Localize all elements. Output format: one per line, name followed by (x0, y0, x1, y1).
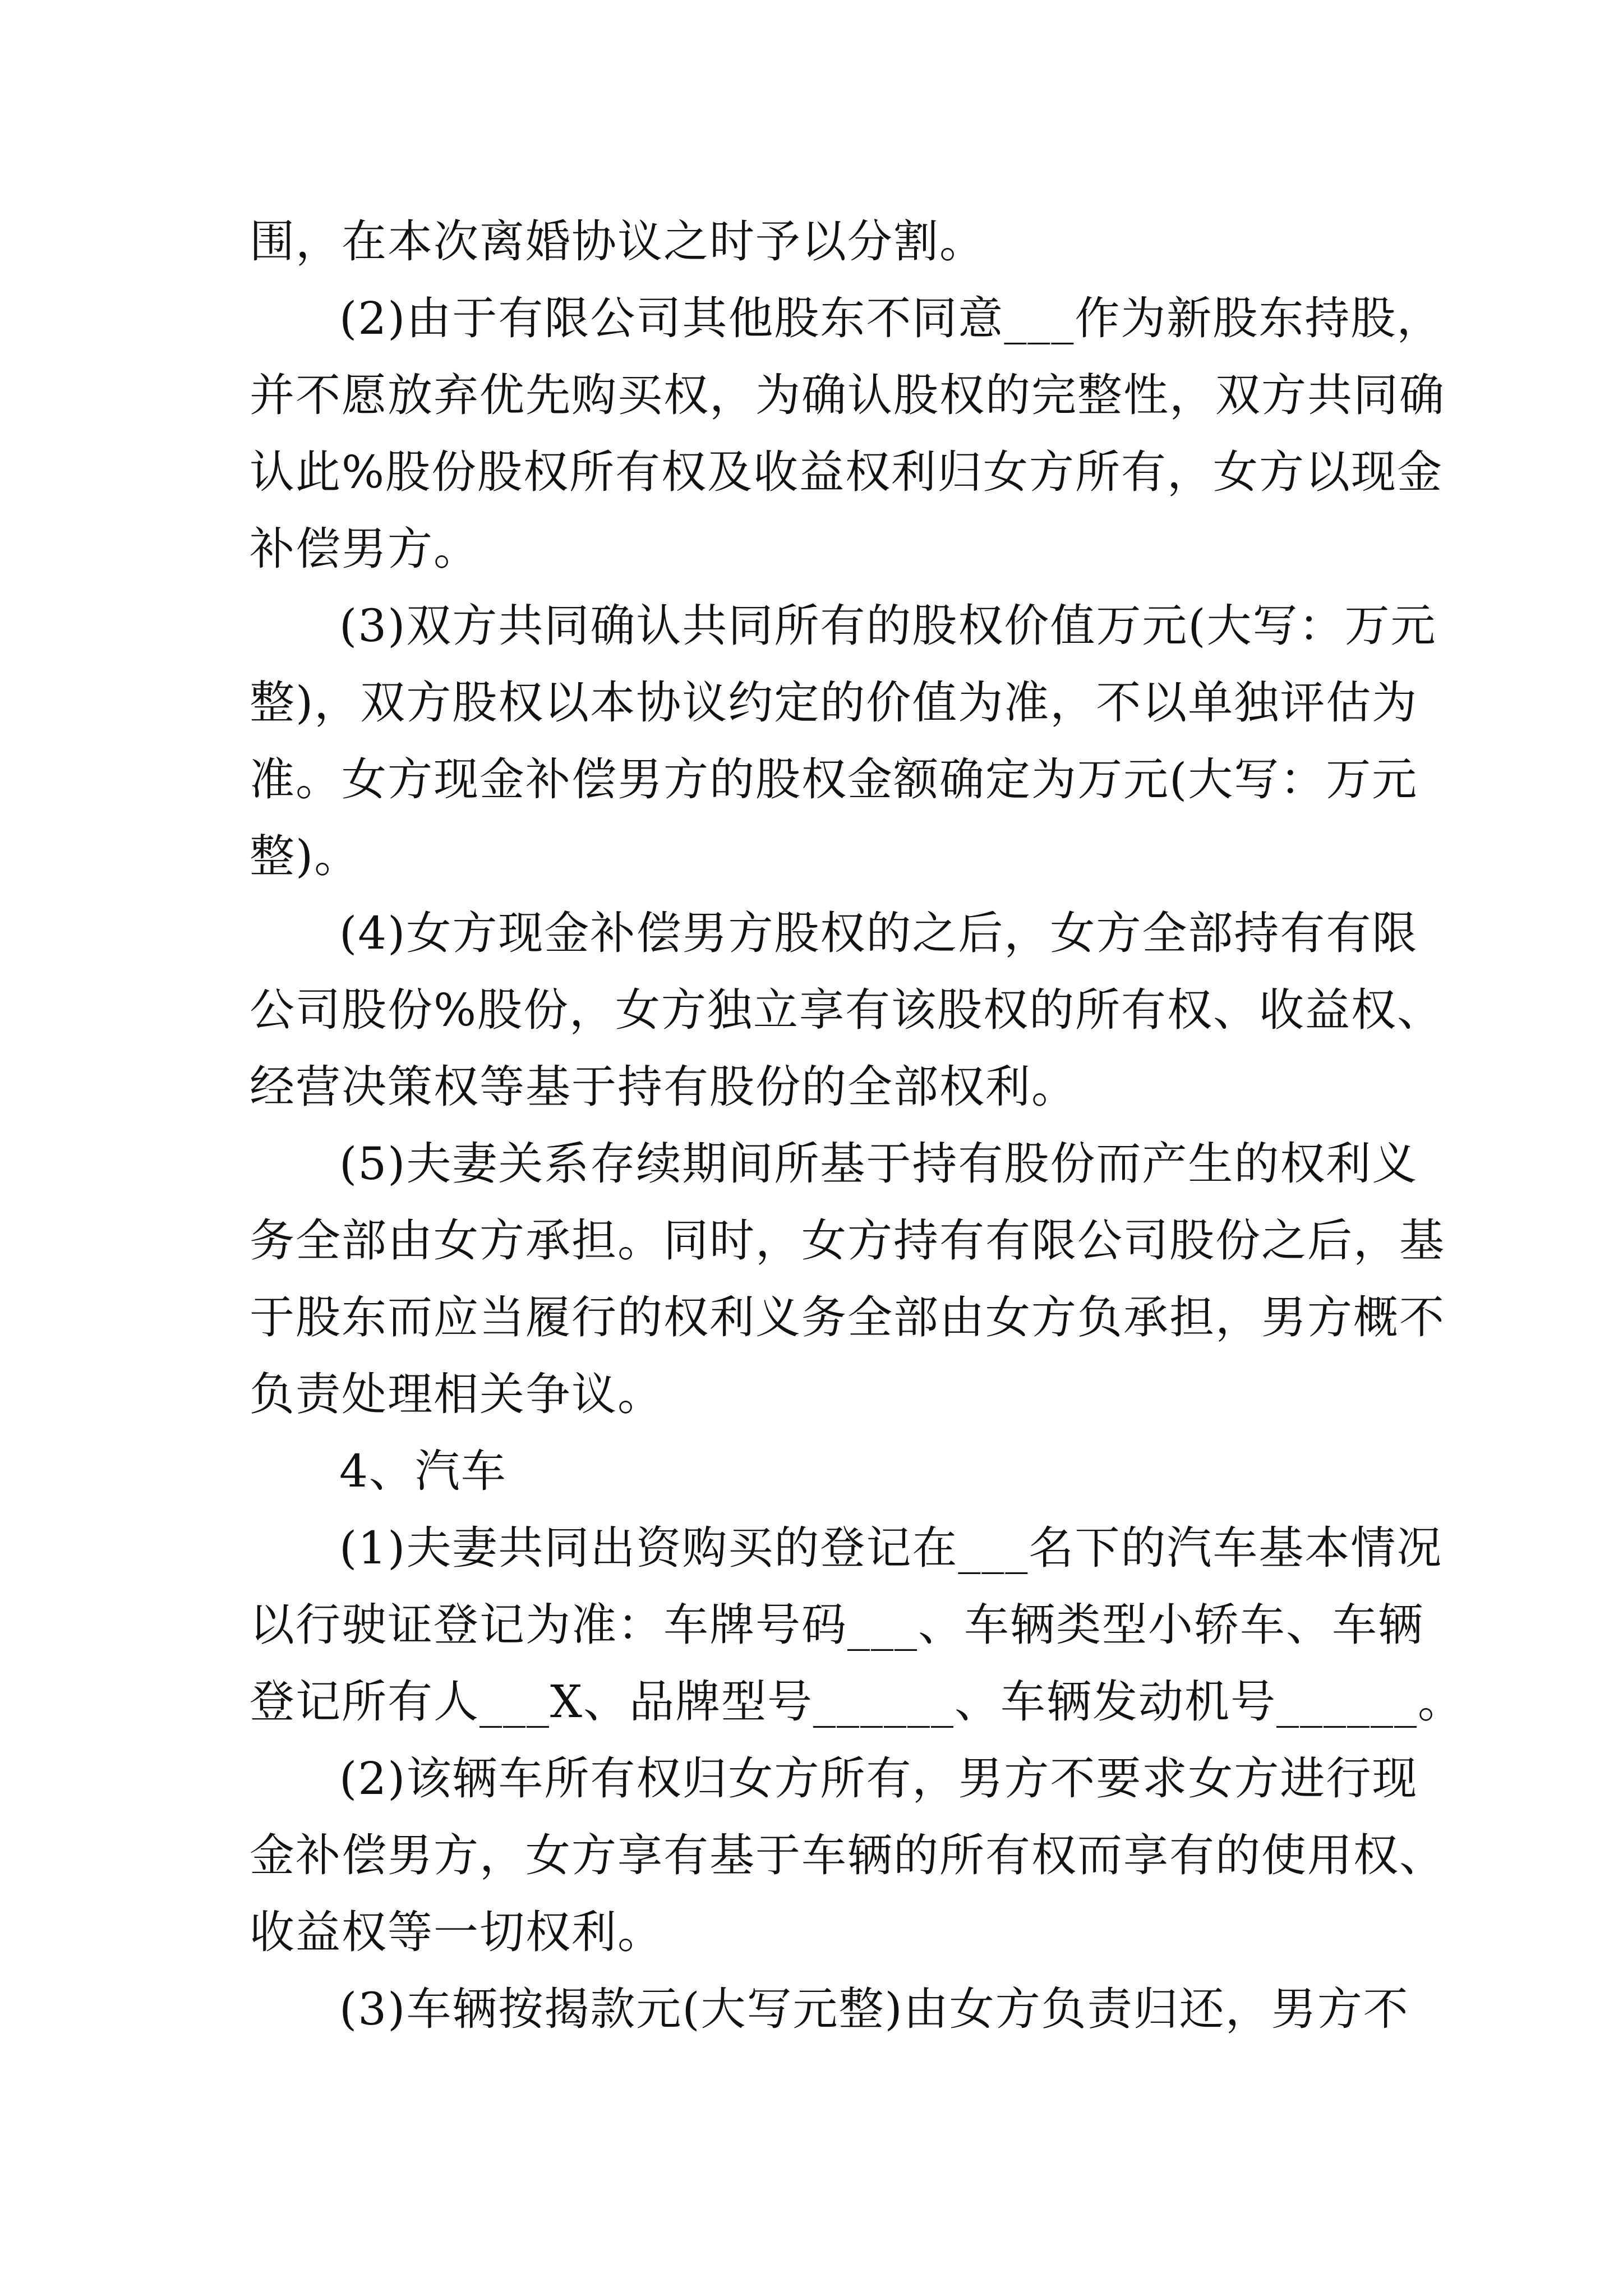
paragraph-start: (3)双方共同确认共同所有的股权价值万元(大写：万元 (339, 600, 1437, 652)
paragraph-start: (5)夫妻关系存续期间所基于持有股份而产生的权利义 (339, 1138, 1418, 1190)
text-line: 补偿男方。 (250, 523, 479, 575)
document-body (250, 203, 1464, 2047)
text-line: 登记所有人___X、品牌型号______、车辆发动机号______。 (250, 1676, 1464, 1728)
paragraph-start: (4)女方现金补偿男方股权的之后，女方全部持有有限 (339, 907, 1418, 959)
text-line: 围，在本次离婚协议之时予以分割。 (250, 215, 985, 268)
text-line: 于股东而应当履行的权利义务全部由女方负承担，男方概不 (250, 1291, 1445, 1343)
paragraph-start: (1)夫妻共同出资购买的登记在___名下的汽车基本情况 (339, 1522, 1443, 1574)
text-line: 金补偿男方，女方享有基于车辆的所有权而享有的使用权、 (250, 1829, 1445, 1881)
section-heading: 4、汽车 (339, 1445, 507, 1497)
text-line: 认此%股份股权所有权及收益权利归女方所有，女方以现金 (250, 446, 1444, 498)
text-line: 并不愿放弃优先购买权，为确认股权的完整性，双方共同确 (250, 369, 1445, 421)
paragraph-start: (3)车辆按揭款元(大写元整)由女方负责归还，男方不 (339, 1983, 1409, 2035)
paragraph-start: (2)该辆车所有权归女方所有，男方不要求女方进行现 (339, 1752, 1418, 1805)
text-line: 整)，双方股权以本协议约定的价值为准，不以单独评估为 (250, 677, 1418, 729)
text-line: 以行驶证登记为准：车牌号码___、车辆类型小轿车、车辆 (250, 1599, 1424, 1651)
text-line: 收益权等一切权利。 (250, 1906, 663, 1958)
text-line: 整)。 (250, 830, 361, 882)
text-line: 负责处理相关争议。 (250, 1368, 663, 1420)
text-line: 经营决策权等基于持有股份的全部权利。 (250, 1061, 1077, 1113)
text-line: 准。女方现金补偿男方的股权金额确定为万元(大写：万元 (250, 753, 1418, 806)
text-line: 公司股份%股份，女方独立享有该股权的所有权、收益权、 (250, 984, 1444, 1036)
text-line: 务全部由女方承担。同时，女方持有有限公司股份之后，基 (250, 1214, 1445, 1267)
paragraph-start: (2)由于有限公司其他股东不同意___作为新股东持股， (339, 292, 1443, 344)
